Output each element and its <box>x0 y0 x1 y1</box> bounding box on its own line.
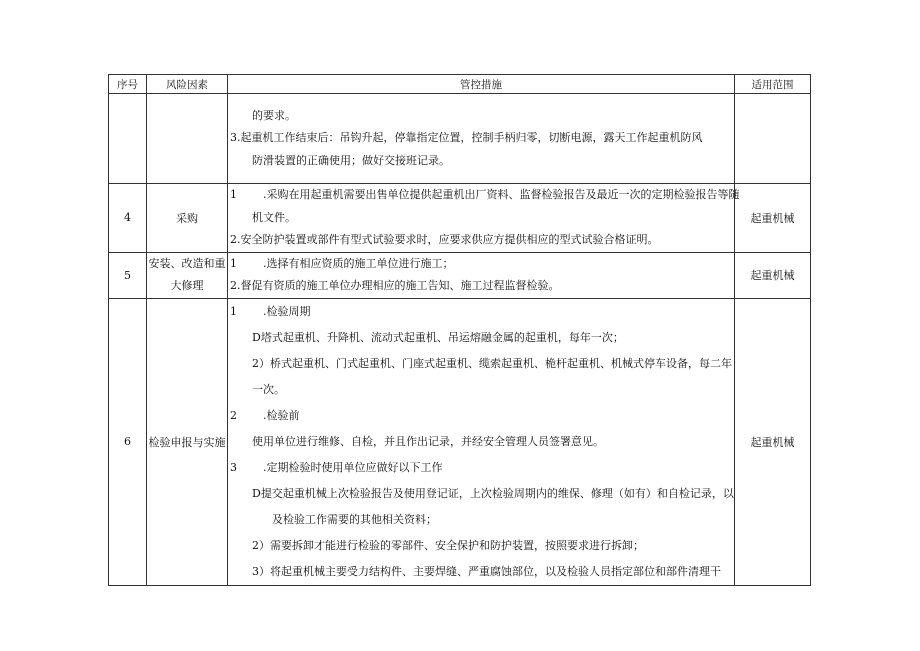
measure-line: 的要求。 <box>252 108 296 122</box>
table-row-continued <box>109 94 811 184</box>
measure-line: D塔式起重机、升降机、流动式起重机、吊运熔融金属的起重机，每年一次； <box>252 330 624 344</box>
section-heading: .检验周期 <box>263 304 311 318</box>
scope-cell: 起重机械 <box>735 184 811 253</box>
document-table-container <box>108 74 811 578</box>
section-heading: .定期检验时使用单位应做好以下工作 <box>263 460 443 474</box>
measure-line: 2.督促有资质的施工单位办理相应的施工告知、施工过程监督检验。 <box>230 279 560 292</box>
item-number: 1 <box>230 188 237 201</box>
seq-cell <box>109 94 147 184</box>
seq-cell: 6 <box>109 298 147 585</box>
seq-cell: 4 <box>109 184 147 253</box>
risk-text-a: 安装、改造和重 <box>148 257 226 270</box>
scope-cell <box>735 94 811 184</box>
measures-cell <box>228 94 735 184</box>
measure-line: 使用单位进行维修、自检，并且作出记录，并经安全管理人员签署意见。 <box>252 434 604 448</box>
measure-line: 机文件。 <box>252 210 296 224</box>
header-scope: 适用范围 <box>735 75 811 94</box>
measure-line: 3.起重机工作结束后：吊钩升起，停靠指定位置，控制手柄归零，切断电源，露天工作起重机防风 <box>230 131 703 145</box>
section-heading: .检验前 <box>263 408 300 422</box>
measure-line: .采购在用起重机需要出售单位提供起重机出厂资料、监督检验报告及最近一次的定期检验报告等随 <box>263 188 740 201</box>
table-row-5 <box>109 252 811 298</box>
header-measures: 管控措施 <box>228 75 735 94</box>
item-number: 3 <box>230 460 237 474</box>
measure-line: 防滑装置的正确使用；做好交接班记录。 <box>252 153 450 167</box>
item-number: 2 <box>230 408 237 422</box>
measures-cell <box>228 298 735 585</box>
risk-cell: 检验申报与实施 <box>147 298 228 585</box>
header-seq: 序号 <box>109 75 147 94</box>
measure-line: 2）需要拆卸才能进行检验的零部件、安全保护和防护装置，按照要求进行拆卸； <box>252 538 644 552</box>
measure-line: 2.安全防护装置或部件有型式试验要求时，应要求供应方提供相应的型式试验合格证明。 <box>230 233 659 246</box>
risk-cell <box>147 252 228 298</box>
measure-line: 3）将起重机械主要受力结构件、主要焊缝、严重腐蚀部位，以及检验人员指定部位和部件清理干 <box>252 564 721 578</box>
table-row-4 <box>109 184 811 253</box>
item-number: 1 <box>230 304 237 318</box>
measures-cell <box>228 184 740 253</box>
table-row-6 <box>109 298 811 585</box>
risk-control-table <box>108 74 811 586</box>
measure-line: D提交起重机械上次检验报告及使用登记证，上次检验周期内的维保、修理（如有）和自检记录，以 <box>252 486 734 500</box>
seq-cell: 5 <box>109 252 147 298</box>
header-row <box>109 75 811 94</box>
scope-cell: 起重机械 <box>735 298 811 585</box>
risk-text-b: 大修理 <box>170 279 204 292</box>
measure-line: 2）桥式起重机、门式起重机、门座式起重机、缆索起重机、桅杆起重机、机械式停车设备，每二年 <box>252 356 732 370</box>
item-number: 1 <box>230 256 237 270</box>
scope-cell: 起重机械 <box>735 252 811 298</box>
measure-line: 及检验工作需要的其他相关资料； <box>272 512 437 526</box>
risk-cell: 采购 <box>147 184 228 253</box>
header-risk: 风险因素 <box>147 75 228 94</box>
measures-cell <box>228 252 735 298</box>
measure-line: .选择有相应资质的施工单位进行施工； <box>263 256 454 270</box>
risk-cell <box>147 94 228 184</box>
measure-line: 一次。 <box>252 382 285 396</box>
